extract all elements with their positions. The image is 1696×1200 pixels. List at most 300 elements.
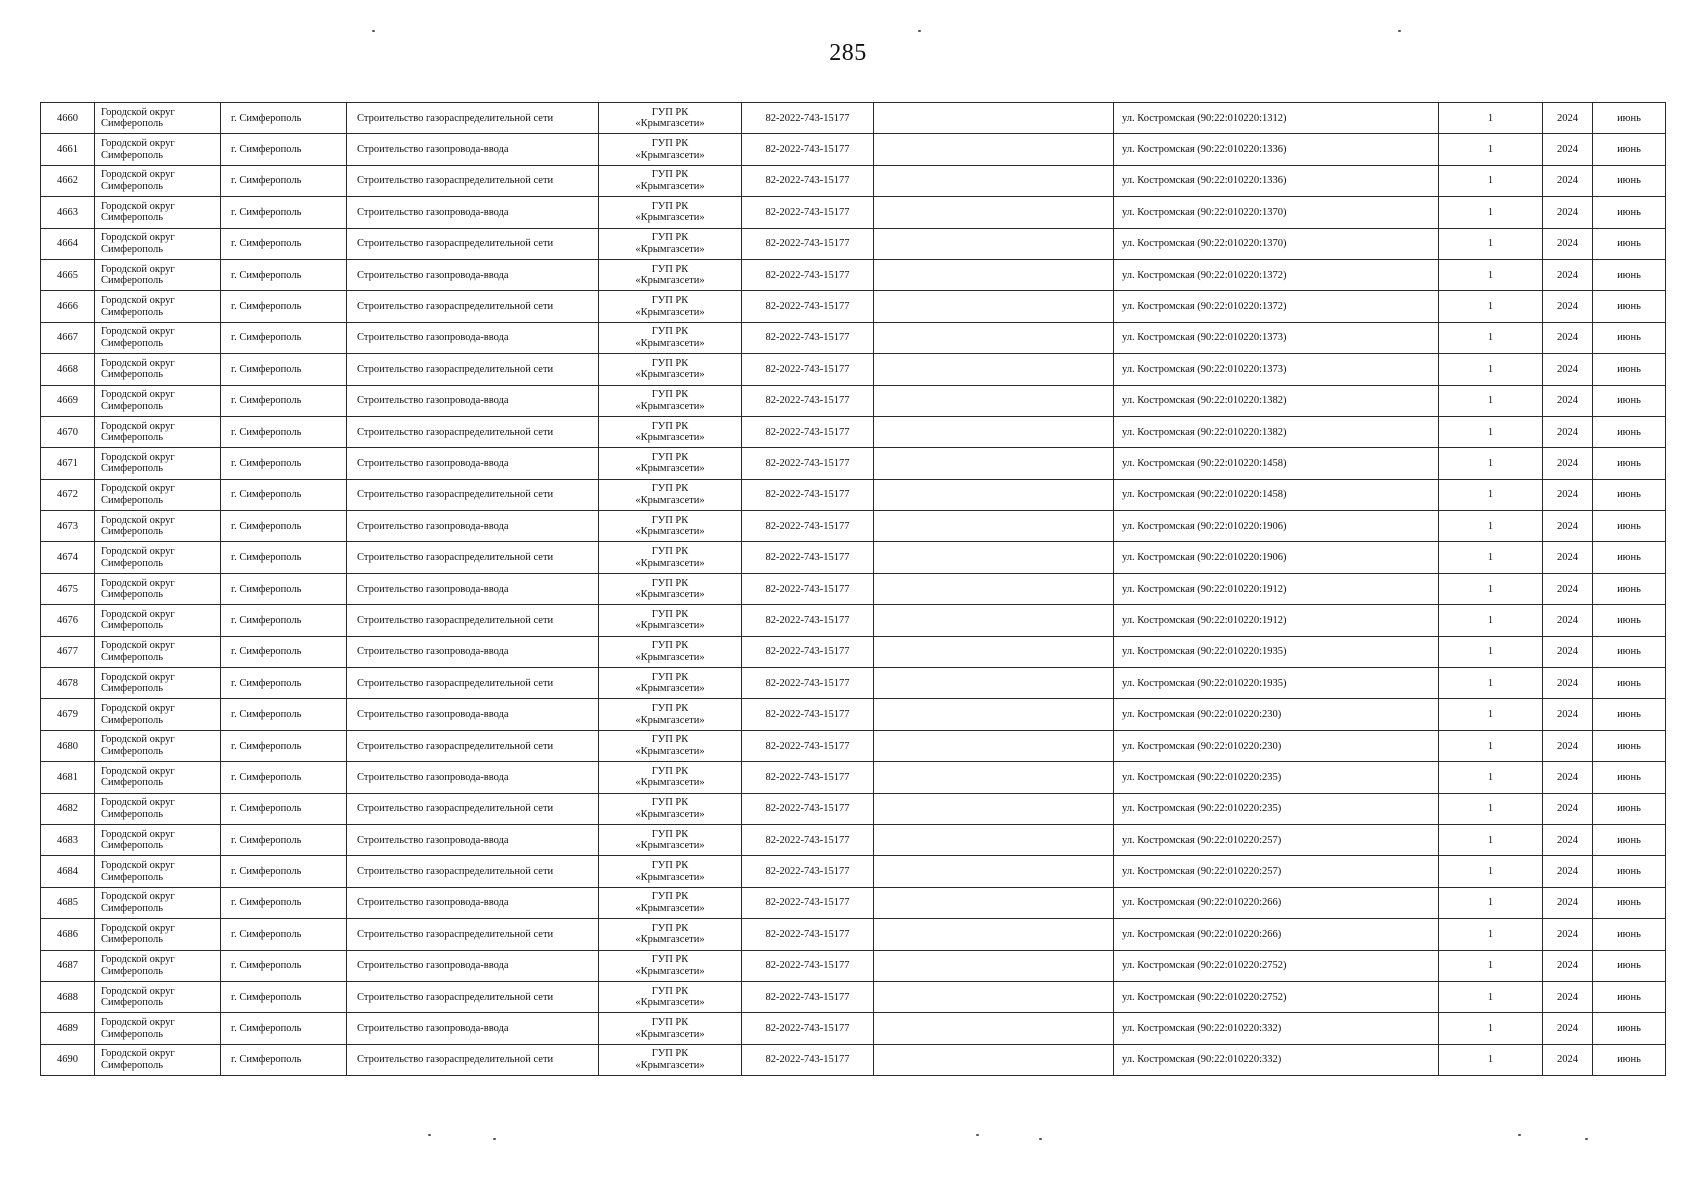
year-cell: 2024 [1543,919,1593,950]
quantity-cell: 1 [1439,322,1543,353]
empty-cell [874,950,1114,981]
table-row [41,165,1666,196]
empty-cell [874,511,1114,542]
organization-line2: «Крымгазсети» [635,337,705,349]
row-number-cell: 4680 [41,730,95,761]
contract-code-cell: 82-2022-743-15177 [742,793,874,824]
organization-line1: ГУП РК [651,1048,689,1060]
year-cell: 2024 [1543,856,1593,887]
municipality-cell [95,856,221,887]
organization-line1: ГУП РК [651,326,689,338]
municipality-cell [95,103,221,134]
city-cell: г. Симферополь [221,165,347,196]
organization-line2: «Крымгазсети» [635,212,705,224]
contract-code-cell: 82-2022-743-15177 [742,291,874,322]
year-cell: 2024 [1543,511,1593,542]
municipality-cell [95,542,221,573]
city-cell: г. Симферополь [221,228,347,259]
city-cell: г. Симферополь [221,103,347,134]
contract-code-cell: 82-2022-743-15177 [742,981,874,1012]
quantity-cell: 1 [1439,259,1543,290]
scan-speck [428,1134,431,1136]
organization-line2: «Крымгазсети» [635,871,705,883]
address-cell: ул. Костромская (90:22:010220:1458) [1114,479,1439,510]
municipality-line1: Городской округ [101,389,175,401]
row-number-cell: 4673 [41,511,95,542]
municipality-line2: Симферополь [101,526,163,538]
city-cell: г. Симферополь [221,416,347,447]
organization-line1: ГУП РК [651,200,689,212]
municipality-line2: Симферополь [101,871,163,883]
organization-line1: ГУП РК [651,828,689,840]
month-cell: июнь [1593,228,1666,259]
municipality-line1: Городской округ [101,263,175,275]
municipality-line2: Симферополь [101,589,163,601]
empty-cell [874,1013,1114,1044]
row-number-cell: 4664 [41,228,95,259]
municipality-line1: Городской округ [101,608,175,620]
municipality-line1: Городской округ [101,294,175,306]
organization-line1: ГУП РК [651,263,689,275]
empty-cell [874,573,1114,604]
municipality-line2: Симферополь [101,1028,163,1040]
quantity-cell: 1 [1439,479,1543,510]
municipality-line2: Симферополь [101,840,163,852]
month-cell: июнь [1593,699,1666,730]
address-cell: ул. Костромская (90:22:010220:266) [1114,919,1439,950]
municipality-line2: Симферополь [101,306,163,318]
organization-line2: «Крымгазсети» [635,243,705,255]
organization-line1: ГУП РК [651,985,689,997]
work-type-cell: Строительство газопровода-ввода [347,1013,599,1044]
organization-cell [599,165,742,196]
empty-cell [874,385,1114,416]
month-cell: июнь [1593,385,1666,416]
row-number-cell: 4661 [41,134,95,165]
municipality-line1: Городской округ [101,138,175,150]
organization-cell [599,354,742,385]
empty-cell [874,354,1114,385]
table-row [41,103,1666,134]
year-cell: 2024 [1543,354,1593,385]
month-cell: июнь [1593,197,1666,228]
month-cell: июнь [1593,542,1666,573]
municipality-line2: Симферополь [101,494,163,506]
address-cell: ул. Костромская (90:22:010220:1373) [1114,322,1439,353]
year-cell: 2024 [1543,103,1593,134]
address-cell: ул. Костромская (90:22:010220:235) [1114,762,1439,793]
empty-cell [874,197,1114,228]
municipality-line1: Городской округ [101,985,175,997]
organization-cell [599,668,742,699]
municipality-cell [95,636,221,667]
city-cell: г. Симферополь [221,1044,347,1075]
city-cell: г. Симферополь [221,762,347,793]
organization-line1: ГУП РК [651,734,689,746]
row-number-cell: 4669 [41,385,95,416]
address-cell: ул. Костромская (90:22:010220:1906) [1114,542,1439,573]
table-row [41,981,1666,1012]
organization-line1: ГУП РК [651,483,689,495]
scan-speck [1585,1138,1588,1140]
quantity-cell: 1 [1439,824,1543,855]
municipality-line2: Симферополь [101,212,163,224]
work-type-cell: Строительство газопровода-ввода [347,197,599,228]
work-type-cell: Строительство газопровода-ввода [347,636,599,667]
scan-speck [1398,30,1401,32]
city-cell: г. Симферополь [221,824,347,855]
address-cell: ул. Костромская (90:22:010220:1906) [1114,511,1439,542]
work-type-cell: Строительство газораспределительной сети [347,919,599,950]
municipality-cell [95,197,221,228]
quantity-cell: 1 [1439,762,1543,793]
contract-code-cell: 82-2022-743-15177 [742,103,874,134]
row-number-cell: 4674 [41,542,95,573]
year-cell: 2024 [1543,573,1593,604]
table-row [41,793,1666,824]
organization-line2: «Крымгазсети» [635,557,705,569]
organization-line1: ГУП РК [651,640,689,652]
empty-cell [874,322,1114,353]
municipality-line1: Городской округ [101,451,175,463]
quantity-cell: 1 [1439,416,1543,447]
municipality-line1: Городской округ [101,483,175,495]
municipality-line1: Городской округ [101,577,175,589]
month-cell: июнь [1593,887,1666,918]
city-cell: г. Симферополь [221,668,347,699]
table-row [41,542,1666,573]
city-cell: г. Симферополь [221,856,347,887]
empty-cell [874,542,1114,573]
address-cell: ул. Костромская (90:22:010220:332) [1114,1044,1439,1075]
city-cell: г. Симферополь [221,259,347,290]
table-row [41,134,1666,165]
row-number-cell: 4678 [41,668,95,699]
organization-cell [599,322,742,353]
address-cell: ул. Костромская (90:22:010220:2752) [1114,981,1439,1012]
municipality-cell [95,668,221,699]
address-cell: ул. Костромская (90:22:010220:1382) [1114,416,1439,447]
city-cell: г. Симферополь [221,981,347,1012]
address-cell: ул. Костромская (90:22:010220:332) [1114,1013,1439,1044]
year-cell: 2024 [1543,291,1593,322]
work-type-cell: Строительство газораспределительной сети [347,1044,599,1075]
municipality-line1: Городской округ [101,640,175,652]
organization-cell [599,448,742,479]
organization-cell [599,856,742,887]
year-cell: 2024 [1543,762,1593,793]
municipality-line1: Городской округ [101,546,175,558]
month-cell: июнь [1593,762,1666,793]
contract-code-cell: 82-2022-743-15177 [742,1044,874,1075]
address-cell: ул. Костромская (90:22:010220:1312) [1114,103,1439,134]
scan-speck [1518,1134,1521,1136]
organization-cell [599,981,742,1012]
address-cell: ул. Костромская (90:22:010220:230) [1114,730,1439,761]
municipality-line2: Симферополь [101,902,163,914]
municipality-line1: Городской округ [101,106,175,118]
municipality-line1: Городской округ [101,1048,175,1060]
address-cell: ул. Костромская (90:22:010220:235) [1114,793,1439,824]
organization-cell [599,197,742,228]
table-row [41,762,1666,793]
month-cell: июнь [1593,919,1666,950]
organization-line1: ГУП РК [651,138,689,150]
year-cell: 2024 [1543,1013,1593,1044]
contract-code-cell: 82-2022-743-15177 [742,542,874,573]
address-cell: ул. Костромская (90:22:010220:1336) [1114,165,1439,196]
address-cell: ул. Костромская (90:22:010220:1912) [1114,573,1439,604]
row-number-cell: 4684 [41,856,95,887]
address-cell: ул. Костромская (90:22:010220:266) [1114,887,1439,918]
row-number-cell: 4663 [41,197,95,228]
organization-line2: «Крымгазсети» [635,1059,705,1071]
registry-table [40,102,1666,1076]
organization-cell [599,730,742,761]
organization-line2: «Крымгазсети» [635,808,705,820]
city-cell: г. Симферополь [221,197,347,228]
work-type-cell: Строительство газопровода-ввода [347,511,599,542]
organization-line1: ГУП РК [651,232,689,244]
contract-code-cell: 82-2022-743-15177 [742,259,874,290]
municipality-line1: Городской округ [101,671,175,683]
organization-cell [599,605,742,636]
municipality-line2: Симферополь [101,180,163,192]
organization-line2: «Крымгазсети» [635,620,705,632]
organization-line1: ГУП РК [651,954,689,966]
empty-cell [874,730,1114,761]
municipality-line2: Симферополь [101,808,163,820]
organization-line2: «Крымгазсети» [635,494,705,506]
municipality-cell [95,291,221,322]
organization-cell [599,1013,742,1044]
organization-line2: «Крымгазсети» [635,934,705,946]
organization-cell [599,824,742,855]
municipality-line2: Симферополь [101,1059,163,1071]
address-cell: ул. Костромская (90:22:010220:1372) [1114,291,1439,322]
quantity-cell: 1 [1439,573,1543,604]
quantity-cell: 1 [1439,103,1543,134]
work-type-cell: Строительство газораспределительной сети [347,981,599,1012]
municipality-line1: Городской округ [101,828,175,840]
municipality-line1: Городской округ [101,232,175,244]
organization-line1: ГУП РК [651,922,689,934]
empty-cell [874,134,1114,165]
municipality-line2: Симферополь [101,557,163,569]
quantity-cell: 1 [1439,636,1543,667]
municipality-cell [95,228,221,259]
year-cell: 2024 [1543,448,1593,479]
municipality-line1: Городской округ [101,954,175,966]
row-number-cell: 4668 [41,354,95,385]
city-cell: г. Симферополь [221,1013,347,1044]
year-cell: 2024 [1543,636,1593,667]
municipality-cell [95,322,221,353]
organization-cell [599,416,742,447]
row-number-cell: 4688 [41,981,95,1012]
work-type-cell: Строительство газопровода-ввода [347,448,599,479]
month-cell: июнь [1593,605,1666,636]
year-cell: 2024 [1543,228,1593,259]
table-row [41,950,1666,981]
contract-code-cell: 82-2022-743-15177 [742,762,874,793]
city-cell: г. Симферополь [221,573,347,604]
row-number-cell: 4689 [41,1013,95,1044]
organization-line2: «Крымгазсети» [635,275,705,287]
quantity-cell: 1 [1439,1013,1543,1044]
organization-line1: ГУП РК [651,671,689,683]
work-type-cell: Строительство газораспределительной сети [347,542,599,573]
municipality-cell [95,134,221,165]
municipality-cell [95,448,221,479]
municipality-cell [95,981,221,1012]
municipality-line1: Городской округ [101,357,175,369]
quantity-cell: 1 [1439,165,1543,196]
contract-code-cell: 82-2022-743-15177 [742,448,874,479]
municipality-line2: Симферополь [101,777,163,789]
table-row [41,730,1666,761]
empty-cell [874,762,1114,793]
row-number-cell: 4681 [41,762,95,793]
table-row [41,636,1666,667]
month-cell: июнь [1593,730,1666,761]
table-row [41,668,1666,699]
table-row [41,291,1666,322]
organization-line2: «Крымгазсети» [635,306,705,318]
organization-line2: «Крымгазсети» [635,777,705,789]
table-row [41,385,1666,416]
work-type-cell: Строительство газораспределительной сети [347,793,599,824]
address-cell: ул. Костромская (90:22:010220:1382) [1114,385,1439,416]
empty-cell [874,981,1114,1012]
table-row [41,1013,1666,1044]
table-row [41,511,1666,542]
address-cell: ул. Костромская (90:22:010220:2752) [1114,950,1439,981]
organization-line1: ГУП РК [651,1016,689,1028]
empty-cell [874,919,1114,950]
organization-cell [599,762,742,793]
organization-line2: «Крымгазсети» [635,714,705,726]
quantity-cell: 1 [1439,919,1543,950]
work-type-cell: Строительство газопровода-ввода [347,699,599,730]
contract-code-cell: 82-2022-743-15177 [742,919,874,950]
organization-cell [599,385,742,416]
municipality-cell [95,165,221,196]
month-cell: июнь [1593,479,1666,510]
city-cell: г. Симферополь [221,322,347,353]
organization-line2: «Крымгазсети» [635,997,705,1009]
municipality-line2: Симферополь [101,463,163,475]
table-row [41,416,1666,447]
quantity-cell: 1 [1439,511,1543,542]
municipality-line2: Симферополь [101,651,163,663]
month-cell: июнь [1593,134,1666,165]
municipality-cell [95,919,221,950]
month-cell: июнь [1593,824,1666,855]
page-number: 285 [829,40,867,66]
contract-code-cell: 82-2022-743-15177 [742,636,874,667]
scan-speck [1039,1138,1042,1140]
organization-line1: ГУП РК [651,577,689,589]
quantity-cell: 1 [1439,197,1543,228]
organization-line2: «Крымгазсети» [635,149,705,161]
city-cell: г. Симферополь [221,134,347,165]
municipality-line2: Симферополь [101,400,163,412]
municipality-cell [95,762,221,793]
table-row [41,856,1666,887]
row-number-cell: 4672 [41,479,95,510]
organization-line1: ГУП РК [651,169,689,181]
row-number-cell: 4676 [41,605,95,636]
month-cell: июнь [1593,981,1666,1012]
organization-line1: ГУП РК [651,451,689,463]
city-cell: г. Симферополь [221,385,347,416]
city-cell: г. Симферополь [221,605,347,636]
year-cell: 2024 [1543,416,1593,447]
organization-cell [599,103,742,134]
municipality-line2: Симферополь [101,965,163,977]
table-row [41,824,1666,855]
empty-cell [874,636,1114,667]
contract-code-cell: 82-2022-743-15177 [742,197,874,228]
city-cell: г. Симферополь [221,636,347,667]
month-cell: июнь [1593,636,1666,667]
city-cell: г. Симферополь [221,354,347,385]
contract-code-cell: 82-2022-743-15177 [742,730,874,761]
contract-code-cell: 82-2022-743-15177 [742,354,874,385]
empty-cell [874,856,1114,887]
organization-cell [599,542,742,573]
quantity-cell: 1 [1439,887,1543,918]
address-cell: ул. Костромская (90:22:010220:1935) [1114,668,1439,699]
city-cell: г. Симферополь [221,542,347,573]
quantity-cell: 1 [1439,385,1543,416]
contract-code-cell: 82-2022-743-15177 [742,1013,874,1044]
municipality-cell [95,354,221,385]
empty-cell [874,824,1114,855]
city-cell: г. Симферополь [221,793,347,824]
municipality-line2: Симферополь [101,118,163,130]
row-number-cell: 4685 [41,887,95,918]
contract-code-cell: 82-2022-743-15177 [742,228,874,259]
row-number-cell: 4660 [41,103,95,134]
municipality-line2: Симферополь [101,337,163,349]
quantity-cell: 1 [1439,354,1543,385]
address-cell: ул. Костромская (90:22:010220:1370) [1114,197,1439,228]
municipality-cell [95,730,221,761]
organization-cell [599,291,742,322]
month-cell: июнь [1593,1013,1666,1044]
row-number-cell: 4675 [41,573,95,604]
organization-cell [599,511,742,542]
month-cell: июнь [1593,1044,1666,1075]
municipality-line1: Городской округ [101,765,175,777]
row-number-cell: 4690 [41,1044,95,1075]
municipality-cell [95,385,221,416]
organization-line2: «Крымгазсети» [635,902,705,914]
municipality-line1: Городской округ [101,326,175,338]
row-number-cell: 4686 [41,919,95,950]
row-number-cell: 4665 [41,259,95,290]
empty-cell [874,103,1114,134]
contract-code-cell: 82-2022-743-15177 [742,479,874,510]
municipality-cell [95,950,221,981]
organization-line2: «Крымгазсети» [635,463,705,475]
organization-cell [599,259,742,290]
work-type-cell: Строительство газораспределительной сети [347,228,599,259]
table-row [41,197,1666,228]
quantity-cell: 1 [1439,668,1543,699]
